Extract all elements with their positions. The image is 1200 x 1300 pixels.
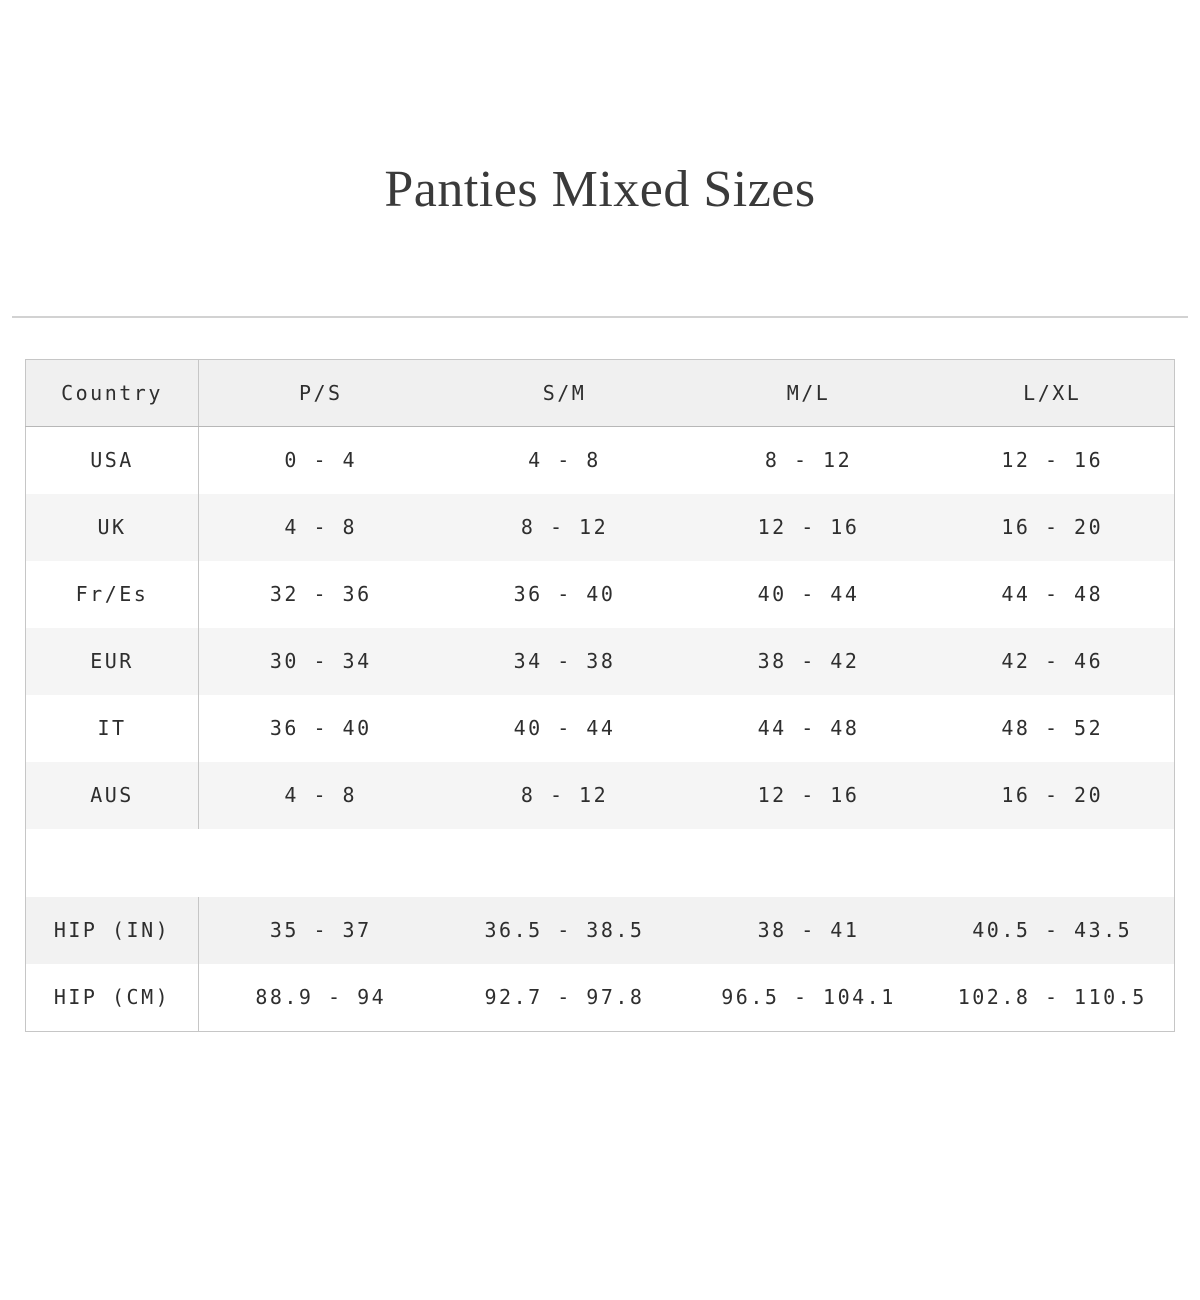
table-row-it: [26, 695, 1175, 762]
size-cell: 12 - 16: [931, 426, 1175, 494]
row-label: HIP (CM): [26, 964, 199, 1032]
size-cell: 16 - 20: [931, 762, 1175, 829]
size-cell: 36 - 40: [199, 695, 443, 762]
size-cell: 12 - 16: [687, 762, 931, 829]
size-cell: 42 - 46: [931, 628, 1175, 695]
column-header-country: Country: [26, 359, 199, 426]
table-row-usa: [26, 426, 1175, 494]
size-cell: 34 - 38: [443, 628, 687, 695]
column-header-ml: M/L: [687, 359, 931, 426]
row-label: USA: [26, 426, 199, 494]
measurement-cell: 88.9 - 94: [199, 964, 443, 1032]
size-cell: 4 - 8: [199, 762, 443, 829]
page-title: Panties Mixed Sizes: [384, 161, 816, 218]
size-cell: 44 - 48: [931, 561, 1175, 628]
column-header-ps: P/S: [199, 359, 443, 426]
size-cell: 16 - 20: [931, 494, 1175, 561]
row-label: AUS: [26, 762, 199, 829]
column-header-sm: S/M: [443, 359, 687, 426]
size-cell: 36 - 40: [443, 561, 687, 628]
table-row-fres: [26, 561, 1175, 628]
row-label: UK: [26, 494, 199, 561]
measurement-cell: 40.5 - 43.5: [931, 897, 1175, 964]
measurement-row-hip-cm: [26, 964, 1175, 1032]
row-label: IT: [26, 695, 199, 762]
size-cell: 40 - 44: [443, 695, 687, 762]
spacer-row: [26, 829, 1175, 897]
size-cell: 4 - 8: [199, 494, 443, 561]
measurement-cell: 36.5 - 38.5: [443, 897, 687, 964]
row-label: Fr/Es: [26, 561, 199, 628]
measurement-cell: 35 - 37: [199, 897, 443, 964]
table-header-row: [26, 359, 1175, 426]
size-cell: 4 - 8: [443, 426, 687, 494]
measurement-row-hip-in: [26, 897, 1175, 964]
size-cell: 8 - 12: [443, 762, 687, 829]
spacer-cell: [26, 829, 1175, 897]
size-cell: 30 - 34: [199, 628, 443, 695]
table-row-uk: [26, 494, 1175, 561]
size-cell: 0 - 4: [199, 426, 443, 494]
row-label: EUR: [26, 628, 199, 695]
measurement-cell: 102.8 - 110.5: [931, 964, 1175, 1032]
size-cell: 48 - 52: [931, 695, 1175, 762]
size-cell: 44 - 48: [687, 695, 931, 762]
size-cell: 32 - 36: [199, 561, 443, 628]
measurement-cell: 92.7 - 97.8: [443, 964, 687, 1032]
section-divider: [12, 316, 1188, 318]
table-row-aus: [26, 762, 1175, 829]
table-row-eur: [26, 628, 1175, 695]
size-cell: 40 - 44: [687, 561, 931, 628]
measurement-cell: 38 - 41: [687, 897, 931, 964]
size-cell: 12 - 16: [687, 494, 931, 561]
column-header-lxl: L/XL: [931, 359, 1175, 426]
row-label: HIP (IN): [26, 897, 199, 964]
size-cell: 38 - 42: [687, 628, 931, 695]
size-chart-table: [25, 359, 1175, 1032]
measurement-cell: 96.5 - 104.1: [687, 964, 931, 1032]
size-cell: 8 - 12: [687, 426, 931, 494]
size-cell: 8 - 12: [443, 494, 687, 561]
